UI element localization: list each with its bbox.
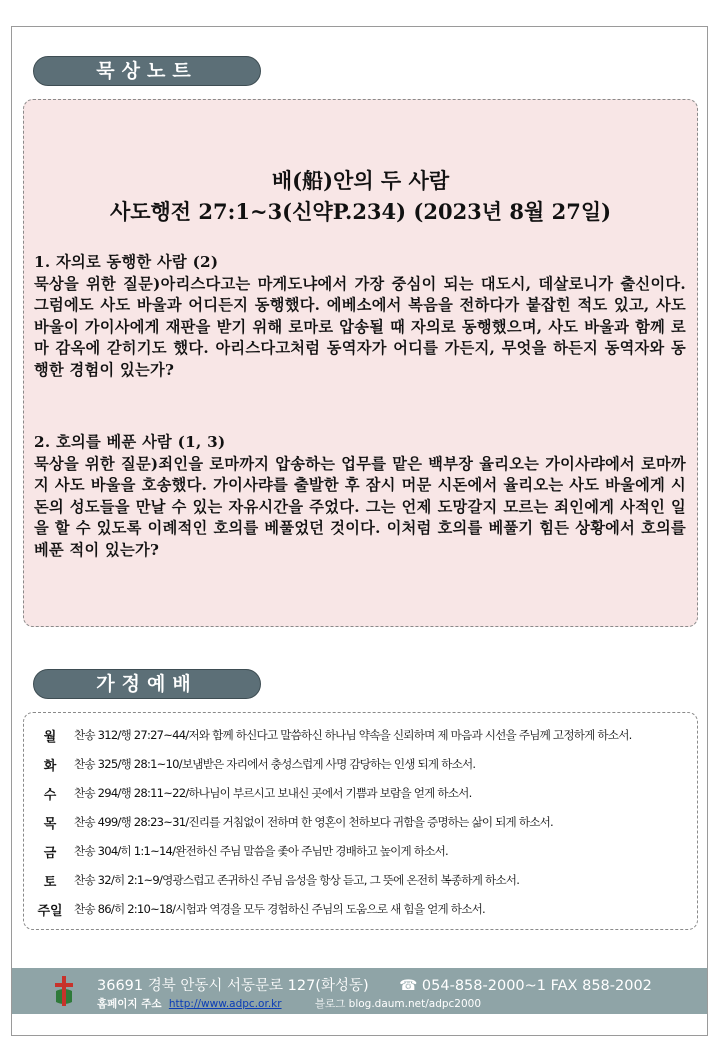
day-text: 찬송 312/행 27:27~44/저와 함께 하신다고 말씀하신 하나님 약속을 신뢰하며 제 마음과 시선을 주님께 고정하게 하소서. [74, 728, 632, 742]
worship-row-thu [30, 811, 694, 833]
point-heading: 1. 자의로 동행한 사람 (2) [34, 253, 219, 271]
day-text: 찬송 86/히 2:10~18/시험과 역경을 모두 경험하신 주님의 도움으로 새 힘을 얻게 하소서. [74, 902, 485, 916]
footer [12, 968, 707, 1014]
homepage-link[interactable]: http://www.adpc.or.kr [168, 998, 282, 1010]
worship-row-sun [30, 898, 694, 920]
day-text: 찬송 294/행 28:11~22/하나님이 부르시고 보내신 곳에서 기쁨과 보람을 얻게 하소서. [74, 786, 472, 800]
worship-section-title: 가정예배 [33, 669, 261, 699]
meditation-section-title: 묵상노트 [33, 56, 261, 86]
church-logo-icon [52, 975, 76, 1007]
sermon-reference: 사도행전 27:1~3(신약P.234) (2023년 8월 27일) [109, 199, 612, 224]
meditation-point-2 [34, 432, 686, 562]
day-label: 목 [43, 816, 57, 832]
day-label: 금 [43, 845, 57, 861]
day-label: 토 [43, 874, 57, 890]
homepage-label: 홈페이지 주소 [97, 998, 162, 1010]
point-body: 묵상을 위한 질문)죄인을 로마까지 압송하는 업무를 맡은 백부장 율리오는 가이사랴에서 로마까지 사도 바울을 호송했다. 가이사랴를 출발한 후 잠시 머문 시돈에서 율리오는 사도 바울에게 시돈의 성도들을 만날 수 있는 자유시간을 주었다. 그는 언제 도망갈지 모르는 죄인에게 사적인 일을 할 수 있도록 이례적인 호의를 베풀었던 것이다. 이처럼 호의를 베풀기 힘든 상황에서 호의를 베푼 적이 있는가? [34, 454, 686, 559]
worship-row-sat [30, 869, 694, 891]
day-text: 찬송 304/히 1:1~14/완전하신 주님 말씀을 좇아 주님만 경배하고 높이게 하소서. [74, 844, 448, 858]
footer-links-line [97, 996, 481, 1011]
day-text: 찬송 499/행 28:23~31/진리를 거침없이 전하며 한 영혼이 천하보다 귀함을 증명하는 삶이 되게 하소서. [74, 815, 553, 829]
footer-address-line [97, 974, 652, 995]
church-address: 36691 경북 안동시 서동문로 127(화성동) [97, 978, 369, 994]
day-label: 주일 [37, 903, 63, 919]
day-text: 찬송 325/행 28:1~10/보냄받은 자리에서 충성스럽게 사명 감당하는 인생 되게 하소서. [74, 757, 476, 771]
meditation-point-1 [34, 252, 686, 382]
day-text: 찬송 32/히 2:1~9/영광스럽고 존귀하신 주님 음성을 항상 듣고, 그 뜻에 온전히 복종하게 하소서. [74, 873, 520, 887]
day-label: 수 [43, 787, 57, 803]
day-label: 화 [43, 758, 57, 774]
worship-row-wed [30, 782, 694, 804]
worship-row-mon [30, 724, 694, 746]
point-heading: 2. 호의를 베푼 사람 (1, 3) [34, 433, 226, 451]
worship-row-tue [30, 753, 694, 775]
worship-row-fri [30, 840, 694, 862]
blog-address: 블로그 blog.daum.net/adpc2000 [314, 998, 482, 1010]
sermon-title: 배(船)안의 두 사람 [271, 168, 450, 193]
day-label: 월 [43, 729, 57, 745]
point-body: 묵상을 위한 질문)아리스다고는 마게도냐에서 가장 중심이 되는 대도시, 데살로니가 출신이다. 그럼에도 사도 바울과 어디든지 동행했다. 에베소에서 복음을 전하다가 붙잡힌 적도 있고, 사도 바울이 가이사에게 재판을 받기 위해 로마로 압송될 때 자의로 동행했으며, 사도 바울과 함께 로마 감옥에 갇히기도 했다. 아리스다고처럼 동역자가 어디를 가든지, 무엇을 하든지 동역자와 동행한 경험이 있는가? [34, 274, 686, 379]
church-phone: ☎ 054-858-2000~1 FAX 858-2002 [399, 978, 652, 994]
